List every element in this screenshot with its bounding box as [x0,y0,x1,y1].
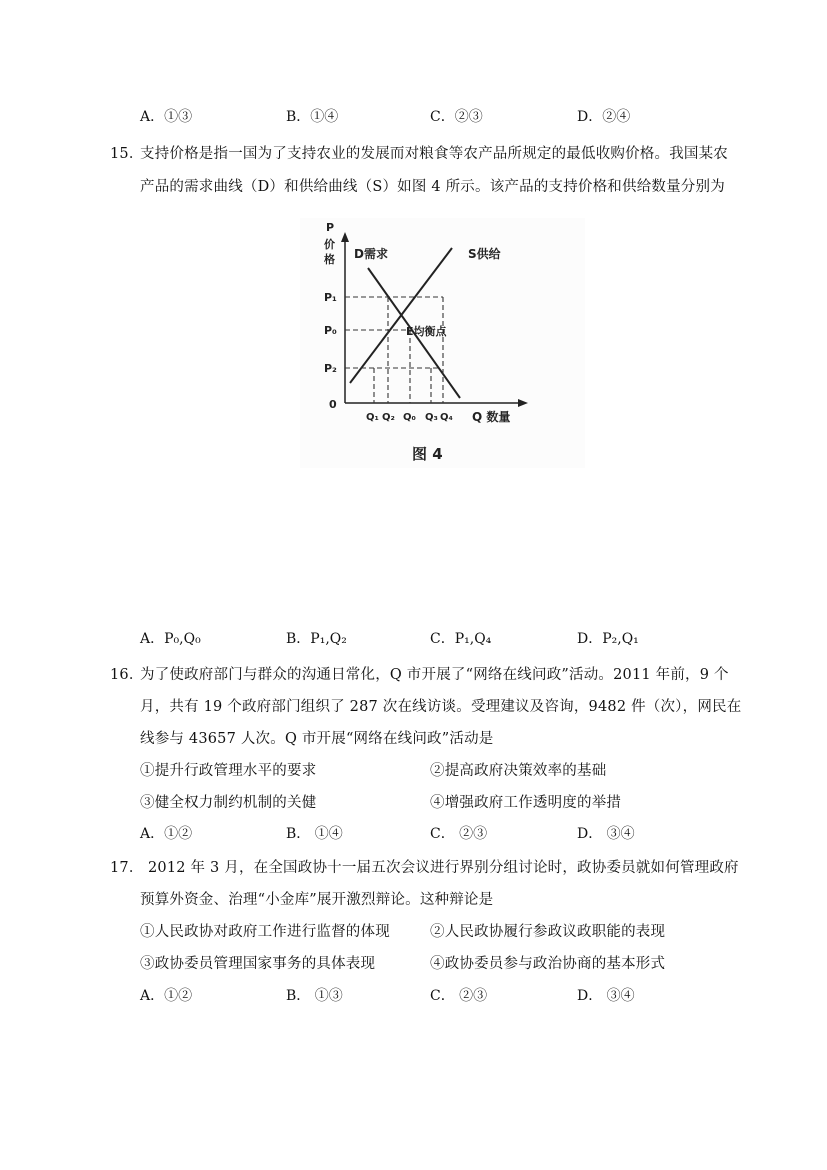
q17-option-c: C． ②③ [430,988,488,1004]
q17-item-4: ④政协委员参与政治协商的基本形式 [430,956,666,972]
y-axis-label-ge: 格 [324,253,335,266]
q15-option-b: B．P₁,Q₂ [286,631,347,647]
equilibrium-label: E均衡点 [406,325,447,338]
q15-number: 15． [110,146,144,162]
q16-option-c: C． ②③ [430,826,488,842]
q16-item-2: ②提高政府决策效率的基础 [430,763,607,779]
tick-q2: Q₂ [382,412,395,423]
y-axis-label-jia: 价 [324,238,335,251]
q16-option-a: A．①② [140,826,193,842]
q16-number: 16． [110,667,144,683]
figure-caption: 图 4 [412,445,443,463]
q17-option-b: B． ①③ [286,988,343,1004]
q14-option-a: A．①③ [140,109,193,125]
x-axis-label: Q 数量 [472,410,511,424]
tick-q3: Q₃ [425,412,438,423]
q14-option-c: C．②③ [430,109,483,125]
q14-option-b: B．①④ [286,109,339,125]
q16-item-3: ③健全权力制约机制的关健 [140,795,317,811]
q15-stem-line1: 支持价格是指一国为了支持农业的发展而对粮食等农产品所规定的最低收购价格。我国某农 [140,146,728,162]
q14-option-d: D．②④ [577,109,631,125]
tick-p0: P₀ [324,324,337,337]
tick-q0: Q₀ [403,412,416,423]
q17-item-3: ③政协委员管理国家事务的具体表现 [140,956,376,972]
q16-option-b: B． ①④ [286,826,343,842]
demand-label: D需求 [354,247,388,261]
q15-option-c: C．P₁,Q₄ [430,631,492,647]
q17-stem-line1: 2012 年 3 月，在全国政协十一届五次会议进行界别分组讨论时，政协委员就如何管理政府 [148,860,739,876]
q17-item-1: ①人民政协对政府工作进行监督的体现 [140,924,390,940]
y-axis-label-p: P [326,221,335,234]
q17-number: 17． [110,860,144,876]
q15-stem-line2: 产品的需求曲线（D）和供给曲线（S）如图 4 所示。该产品的支持价格和供给数量分别为 [140,179,725,195]
q16-stem-line3: 线参与 43657 人次。Q 市开展“网络在线问政”活动是 [140,731,494,747]
q16-option-d: D． ③④ [577,826,635,842]
tick-q1: Q₁ [366,412,379,423]
tick-p1: P₁ [324,291,337,304]
q15-option-d: D．P₂,Q₁ [577,631,639,647]
origin-label: 0 [329,398,337,411]
figure-4-supply-demand-diagram [300,218,585,468]
q17-item-2: ②人民政协履行参政议政职能的表现 [430,924,666,940]
q16-item-1: ①提升行政管理水平的要求 [140,763,317,779]
q17-option-d: D． ③④ [577,988,635,1004]
tick-q4: Q₄ [440,412,453,423]
q17-option-a: A．①② [140,988,193,1004]
q16-stem-line1: 为了使政府部门与群众的沟通日常化，Q 市开展了“网络在线问政”活动。2011 年前，9 个 [140,667,729,683]
tick-p2: P₂ [324,362,337,375]
q15-option-a: A．P₀,Q₀ [140,631,201,647]
q16-item-4: ④增强政府工作透明度的举措 [430,795,622,811]
q17-stem-line2: 预算外资金、治理“小金库”展开激烈辩论。这种辩论是 [140,892,494,908]
q16-stem-line2: 月，共有 19 个政府部门组织了 287 次在线访谈。受理建议及咨询，9482 件（次），网民在 [140,699,742,715]
supply-label: S供给 [468,247,501,261]
